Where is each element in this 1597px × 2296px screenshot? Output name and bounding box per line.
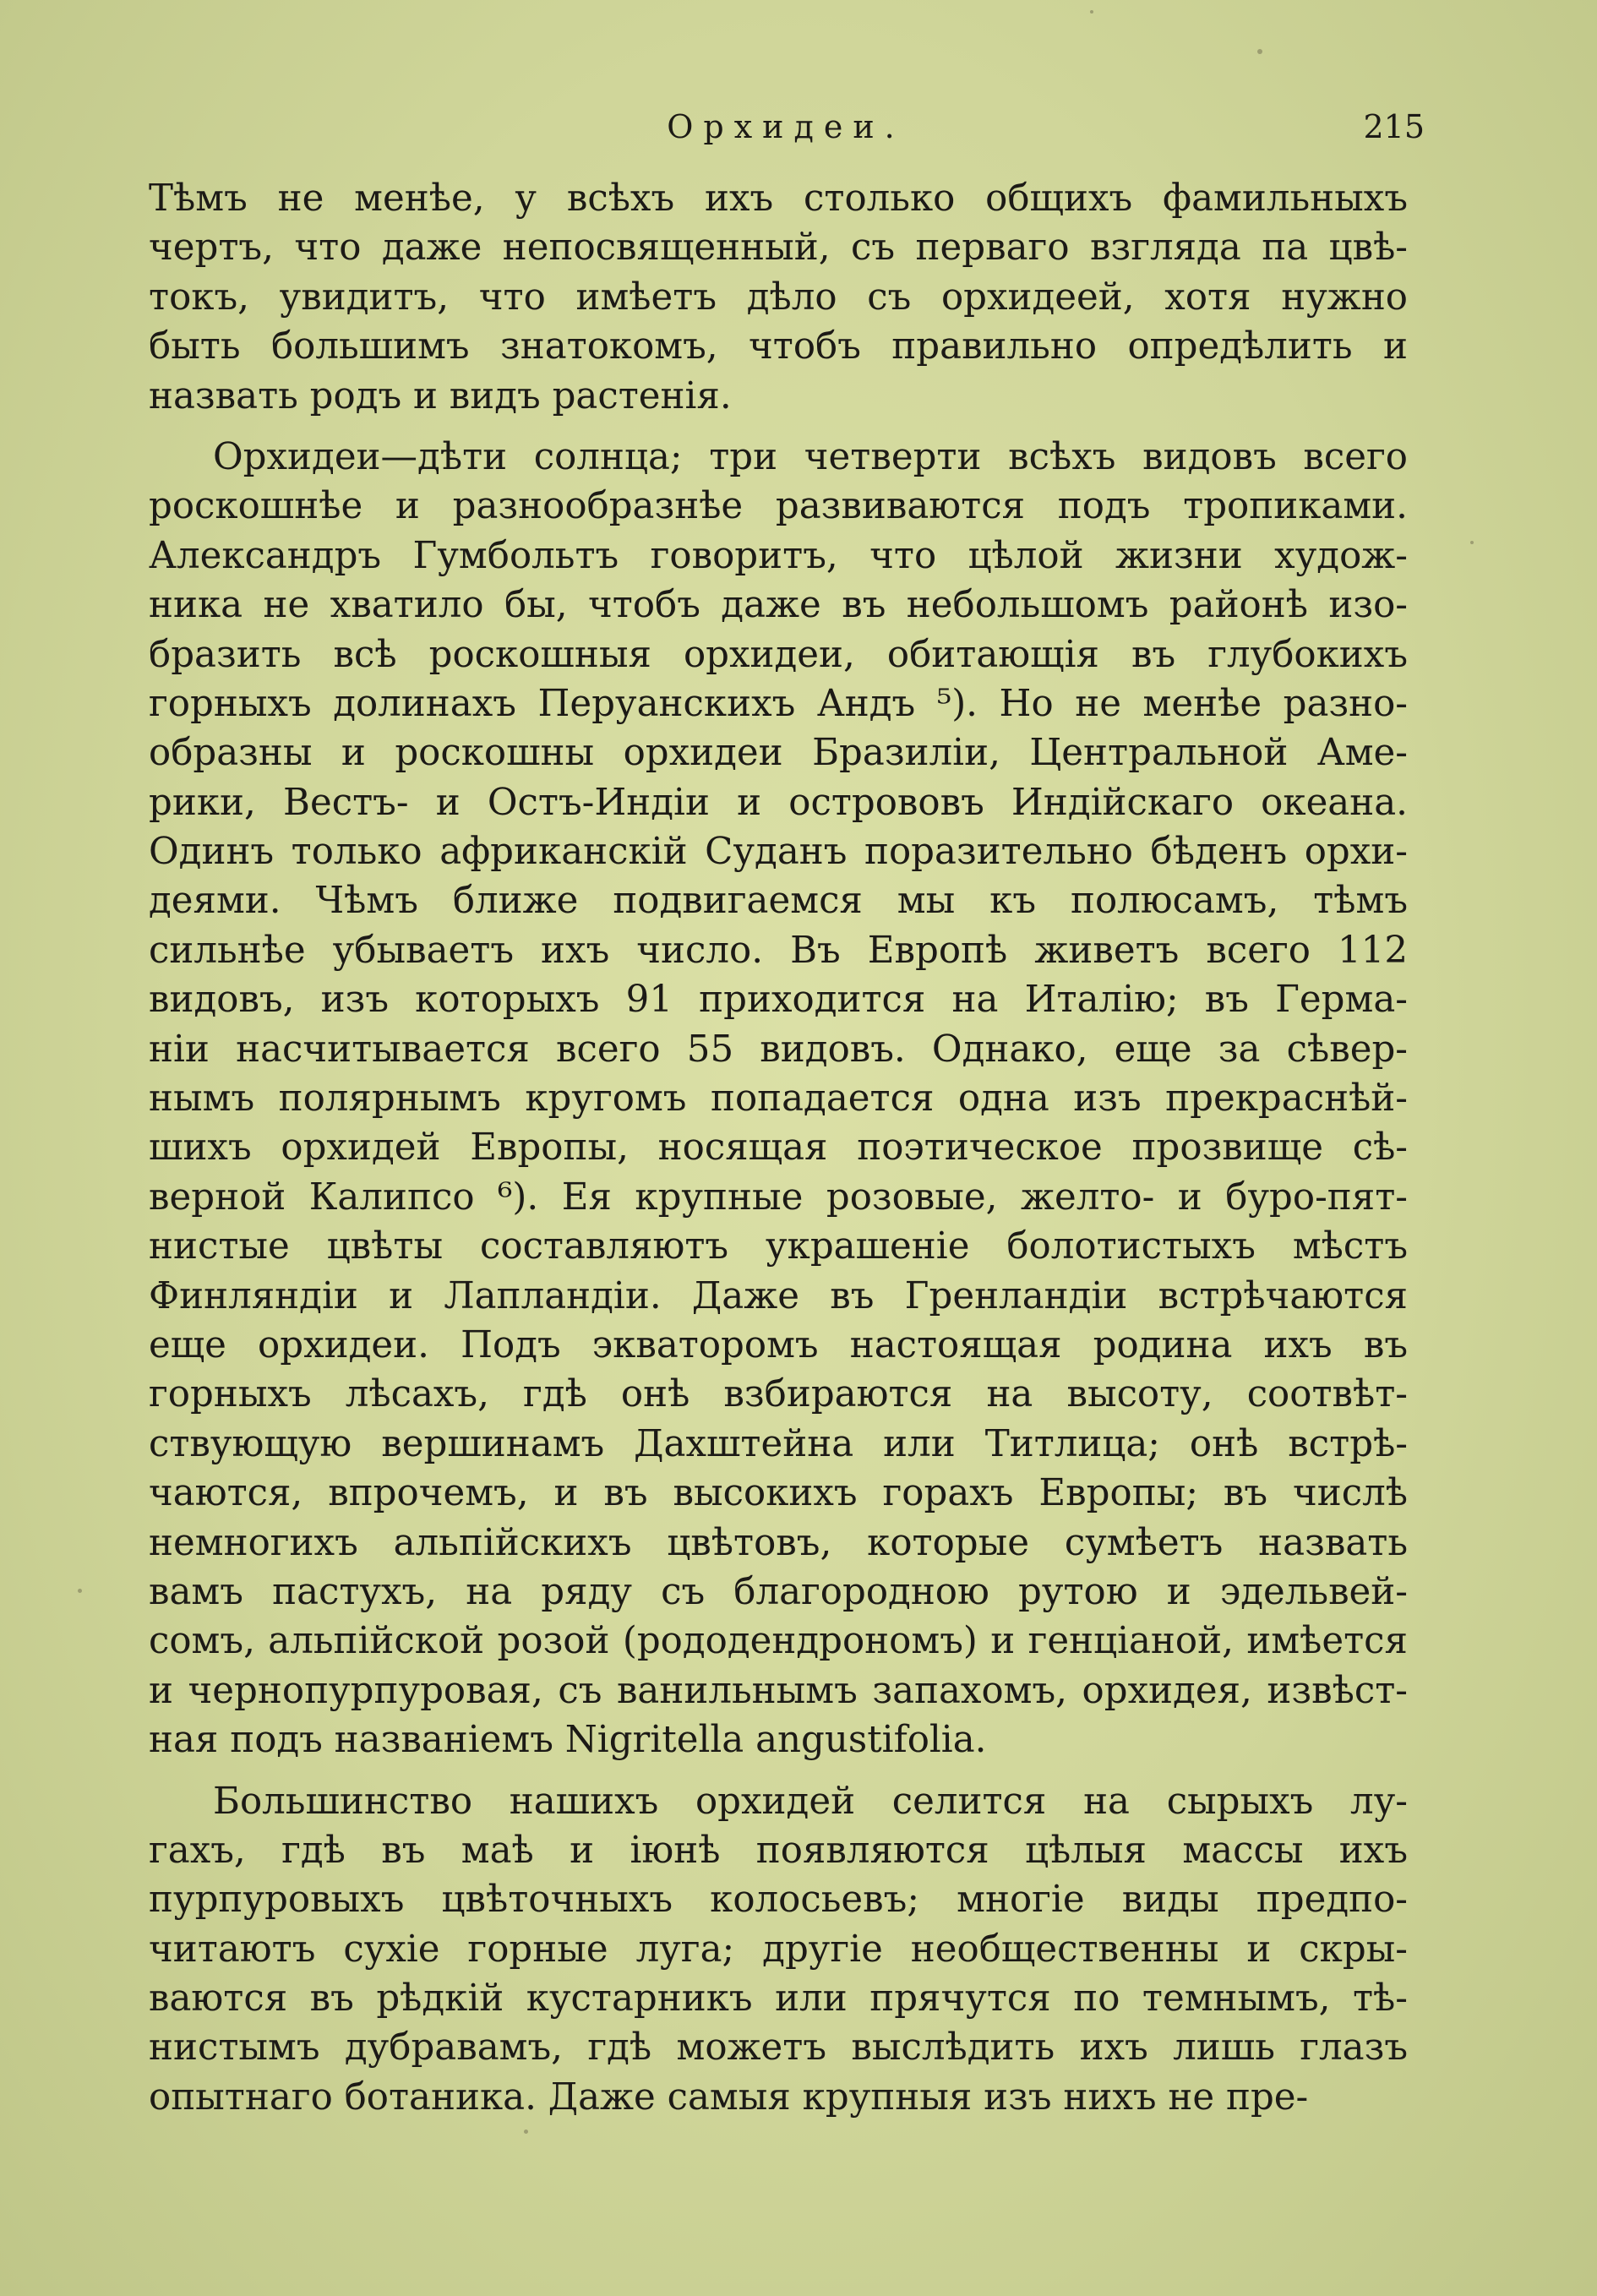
paper-speck [524,2130,528,2134]
text-line: деями. Чѣмъ ближе подвигаемся мы къ полюсамъ, тѣмъ [149,880,1408,923]
text-line: нистымъ дубравамъ, гдѣ можетъ выслѣдить ихъ лишь глазъ [149,2026,1408,2070]
text-line: Большинство нашихъ орхидей селится на сырыхъ лу- [213,1780,1408,1823]
text-line: и чернопурпуровая, съ ванильнымъ запахомъ, орхидея, извѣст- [149,1669,1408,1712]
text-line: ніи насчитывается всего 55 видовъ. Однако, еще за сѣвер- [149,1028,1408,1071]
text-line: видовъ, изъ которыхъ 91 приходится на Италію; въ Герма- [149,979,1408,1022]
text-line: назвать родъ и видъ растенія. [149,374,732,417]
text-line: Финляндіи и Лапландіи. Даже въ Гренландіи встрѣчаются [149,1274,1408,1317]
text-line: чаются, впрочемъ, и въ высокихъ горахъ Европы; въ числѣ [149,1472,1408,1515]
paragraph-gap [149,421,1408,433]
text-line: сомъ, альпійской розой (рододендрономъ) и генціаной, имѣется [149,1620,1408,1663]
text-line: верной Калипсо ⁶). Ея крупные розовые, желто- и буро-пят- [149,1175,1408,1219]
text-line: образны и роскошны орхидеи Бразиліи, Центральной Аме- [149,732,1408,775]
text-line: сильнѣе убываетъ ихъ число. Въ Европѣ живетъ всего 112 [149,929,1408,972]
text-line: немногихъ альпійскихъ цвѣтовъ, которые сумѣетъ назвать [149,1521,1408,1564]
text-line: читаютъ сухіе горные луга; другіе необщественны и скры- [149,1928,1408,1971]
text-line: горныхъ лѣсахъ, гдѣ онѣ взбираются на высоту, соотвѣт- [149,1373,1408,1416]
text-line: токъ, увидитъ, что имѣетъ дѣло съ орхидеей, хотя нужно [149,275,1408,319]
text-line: опытнаго ботаника. Даже самыя крупныя изъ нихъ не пре- [149,2075,1309,2119]
text-line: ника не хватило бы, чтобъ даже въ небольшомъ районѣ изо- [149,584,1408,627]
paper-speck [1257,49,1262,54]
text-line: еще орхидеи. Подъ экваторомъ настоящая родина ихъ въ [149,1323,1408,1366]
text-line: роскошнѣе и разнообразнѣе развиваются подъ тропиками. [149,485,1408,528]
paper-speck [1470,541,1474,544]
running-head [152,108,1425,159]
text-line: вамъ пастухъ, на ряду съ благородною рутою и эдельвей- [149,1570,1408,1613]
paragraph [149,433,1408,1765]
text-line: ваются въ рѣдкій кустарникъ или прячутся по темнымъ, тѣ- [149,1977,1408,2021]
text-line: пурпуровыхъ цвѣточныхъ колосьевъ; многіе виды предпо- [149,1879,1408,1922]
paragraph [149,174,1408,421]
paragraph-gap [149,1765,1408,1777]
running-title: Орхидеи. [667,108,905,145]
text-line: Одинъ только африканскій Суданъ поразительно бѣденъ орхи- [149,831,1408,874]
text-line: нистые цвѣты составляютъ украшеніе болотистыхъ мѣстъ [149,1225,1408,1268]
text-line: нымъ полярнымъ кругомъ попадается одна изъ прекраснѣй- [149,1077,1408,1121]
body-text [149,174,1408,2122]
text-line: рики, Вестъ- и Остъ-Индіи и острововъ Индійскаго океана. [149,781,1408,824]
paper-speck [1090,10,1093,14]
text-line: ная подъ названіемъ Nigritella angustifolia. [149,1719,987,1762]
page-number: 215 [1363,108,1425,145]
text-line: быть большимъ знатокомъ, чтобъ правильно опредѣлить и [149,325,1408,368]
paper-speck [78,1589,82,1593]
text-line: Александръ Гумбольтъ говоритъ, что цѣлой жизни худож- [149,534,1408,577]
text-line: шихъ орхидей Европы, носящая поэтическое прозвище сѣ- [149,1126,1408,1170]
text-line: Тѣмъ не менѣе, у всѣхъ ихъ столько общихъ фамильныхъ [149,177,1408,220]
text-line: Орхидеи—дѣти солнца; три четверти всѣхъ видовъ всего [213,435,1408,478]
text-line: чертъ, что даже непосвященный, съ перваго взгляда па цвѣ- [149,226,1408,270]
text-line: бразить всѣ роскошныя орхидеи, обитающія въ глубокихъ [149,633,1408,676]
text-line: горныхъ долинахъ Перуанскихъ Андъ ⁵). Но не менѣе разно- [149,682,1408,725]
paragraph [149,1777,1408,2123]
text-line: ствующую вершинамъ Дахштейна или Титлица; онѣ встрѣ- [149,1422,1408,1465]
text-line: гахъ, гдѣ въ маѣ и іюнѣ появляются цѣлыя массы ихъ [149,1829,1408,1872]
